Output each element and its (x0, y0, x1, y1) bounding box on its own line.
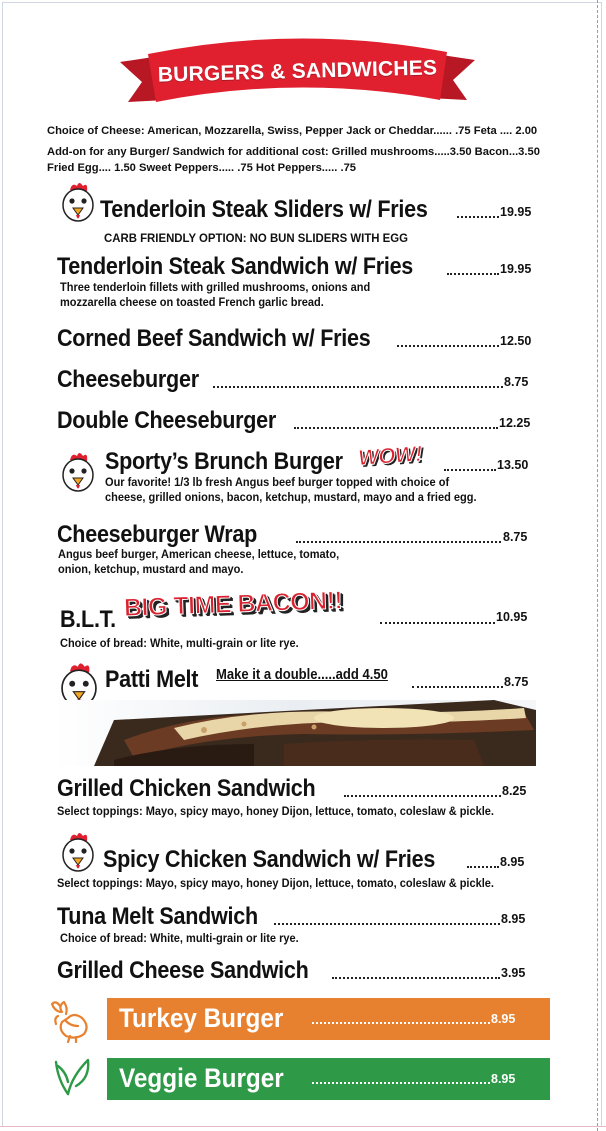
menu-item-title: Tenderloin Steak Sandwich w/ Fries (57, 253, 414, 280)
chicken-mascot-icon (58, 180, 98, 226)
menu-item-title: Grilled Chicken Sandwich (57, 775, 316, 802)
menu-item-price: 8.75 (503, 530, 528, 544)
wow-badge: WOW! (357, 440, 423, 471)
dot-leader (397, 345, 499, 347)
dot-leader (294, 427, 498, 429)
dot-leader (412, 686, 503, 688)
add-on-options: Add-on for any Burger/ Sandwich for additional cost: Grilled mushrooms.....3.50 Bacon...3.50 (47, 146, 540, 158)
menu-item-description: onion, ketchup, mustard and mayo. (58, 563, 244, 576)
menu-item-price: 8.25 (502, 784, 527, 798)
menu-item-price: 12.25 (499, 416, 531, 430)
menu-item-title: Grilled Cheese Sandwich (57, 957, 309, 984)
featured-turkey-burger (107, 998, 550, 1040)
patti-melt-photo (54, 700, 536, 766)
menu-item-title: Spicy Chicken Sandwich w/ Fries (103, 846, 436, 873)
menu-item-description: Select toppings: Mayo, spicy mayo, honey Dijon, lettuce, tomato, coleslaw & pickle. (57, 805, 494, 818)
menu-item-price: 19.95 (500, 262, 532, 276)
sandwich-photo-icon (54, 700, 536, 766)
menu-item-title: Sporty’s Brunch Burger (105, 448, 343, 475)
menu-item-price: 12.50 (500, 334, 532, 348)
big-time-bacon-badge: BIG TIME BACON!! (123, 586, 343, 622)
menu-item-price: 10.95 (496, 610, 528, 624)
cheese-options: Choice of Cheese: American, Mozzarella, Swiss, Pepper Jack or Cheddar...... .75 Feta .... 2.00 (47, 125, 538, 137)
turkey-icon (48, 996, 96, 1044)
menu-item-price: 8.95 (500, 855, 525, 869)
menu-item-description: Our favorite! 1/3 lb fresh Angus beef burger topped with choice of (105, 476, 450, 489)
dot-leader (296, 541, 501, 543)
menu-item-title: Corned Beef Sandwich w/ Fries (57, 325, 371, 352)
dot-leader (312, 1022, 490, 1024)
menu-item-description: cheese, grilled onions, bacon, ketchup, mustard, mayo and a fried egg. (105, 491, 477, 504)
section-title: BURGERS & SANDWICHES (157, 56, 438, 87)
menu-item-description: mozzarella cheese on toasted French garlic bread. (60, 296, 324, 309)
dot-leader (213, 386, 503, 388)
menu-item-note: Make it a double.....add 4.50 (216, 667, 388, 683)
dot-leader (332, 977, 500, 979)
menu-item-title: B.L.T. (60, 606, 116, 633)
chicken-mascot-icon (58, 450, 98, 496)
menu-item-title: Patti Melt (105, 666, 199, 693)
fold-guide (597, 0, 598, 1131)
menu-item-description: Angus beef burger, American cheese, lettuce, tomato, (58, 548, 340, 561)
menu-item-title: Tenderloin Steak Sliders w/ Fries (100, 196, 428, 223)
dot-leader (457, 216, 499, 218)
menu-item-title: Tuna Melt Sandwich (57, 903, 258, 930)
menu-item-price: 8.75 (504, 375, 529, 389)
featured-item-price: 8.95 (491, 1072, 516, 1086)
add-on-options-continued: Fried Egg.... 1.50 Sweet Peppers..... .75 Hot Peppers..... .75 (47, 162, 357, 174)
leaf-icon (50, 1054, 94, 1098)
bottom-edge (0, 1126, 606, 1127)
menu-item-price: 19.95 (500, 205, 532, 219)
menu-item-price: 8.95 (501, 912, 526, 926)
featured-item-price: 8.95 (491, 1012, 516, 1026)
menu-item-description: Choice of bread: White, multi-grain or lite rye. (60, 932, 299, 945)
menu-item-title: Cheeseburger Wrap (57, 521, 258, 548)
chicken-mascot-icon (58, 830, 98, 876)
menu-item-price: 13.50 (497, 458, 529, 472)
featured-item-title: Veggie Burger (119, 1063, 284, 1093)
dot-leader (444, 469, 496, 471)
featured-veggie-burger (107, 1058, 550, 1100)
dot-leader (312, 1082, 490, 1084)
menu-item-description: Select toppings: Mayo, spicy mayo, honey Dijon, lettuce, tomato, coleslaw & pickle. (57, 877, 494, 890)
menu-item-price: 8.75 (504, 675, 529, 689)
menu-item-description: Three tenderloin fillets with grilled mushrooms, onions and (60, 281, 371, 294)
menu-item-price: 3.95 (501, 966, 526, 980)
dot-leader (447, 273, 499, 275)
menu-item-note: CARB FRIENDLY OPTION: NO BUN SLIDERS WITH EGG (104, 231, 409, 245)
dot-leader (344, 795, 501, 797)
dot-leader (467, 866, 499, 868)
featured-item-title: Turkey Burger (119, 1003, 284, 1033)
dot-leader (380, 622, 495, 624)
section-banner (120, 26, 475, 106)
menu-item-title: Cheeseburger (57, 366, 199, 393)
dot-leader (274, 923, 500, 925)
menu-item-title: Double Cheeseburger (57, 407, 277, 434)
menu-item-description: Choice of bread: White, multi-grain or lite rye. (60, 637, 299, 650)
